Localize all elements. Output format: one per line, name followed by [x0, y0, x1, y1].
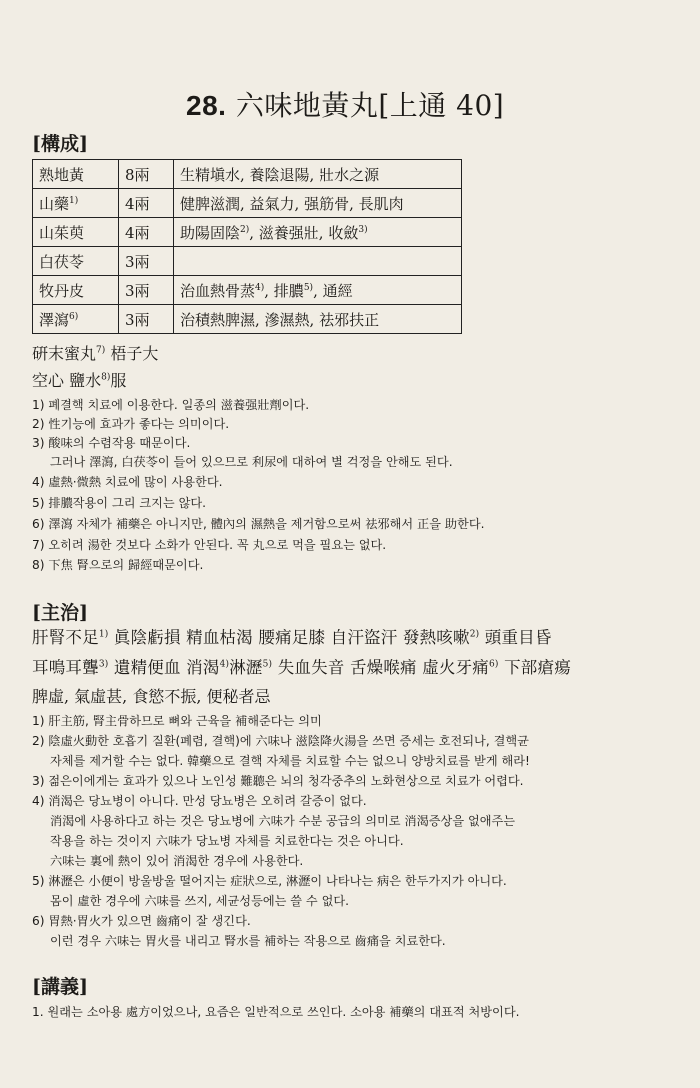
composition-note: 3) 酸味의 수렴작용 때문이다.	[32, 436, 191, 450]
composition-note: 6) 澤瀉 자체가 補藥은 아니지만, 體內의 濕熱을 제거함으로써 祛邪해서 正을 助한다.	[32, 517, 485, 531]
composition-note: 그러나 澤瀉, 白茯苓이 들어 있으므로 利尿에 대하여 별 걱정을 안해도 된다.	[50, 455, 453, 469]
herb-dose: 4兩	[119, 218, 174, 247]
herb-name: 山茱萸	[33, 218, 119, 247]
herb-effect: 健脾滋潤, 益氣力, 强筋骨, 長肌肉	[174, 189, 462, 218]
herb-effect	[174, 247, 462, 276]
indication-note: 六味는 裏에 熱이 있어 消渴한 경우에 사용한다.	[50, 854, 304, 868]
herb-dose: 8兩	[119, 160, 174, 189]
herb-effect: 治血熱骨蒸$^{4)}$, 排膿$^{5)}$, 通經	[174, 276, 462, 305]
indication-note: 4) 消渴은 당뇨병이 아니다. 만성 당뇨병은 오히려 갈증이 없다.	[32, 794, 367, 808]
herb-effect: 助陽固陰$^{2)}$, 滋養强壯, 收斂$^{3)}$	[174, 218, 462, 247]
composition-note: 7) 오히려 湯한 것보다 소화가 안된다. 꼭 丸으로 먹을 필요는 없다.	[32, 538, 387, 552]
composition-note: 2) 性기능에 효과가 좋다는 의미이다.	[32, 417, 230, 431]
indication-note: 몸이 虛한 경우에 六味를 쓰지, 세균성등에는 쓸 수 없다.	[50, 894, 349, 908]
preparation-line: 硏末蜜丸$^{7)}$ 梧子大	[32, 344, 159, 363]
section-heading-lecture: [講義]	[32, 976, 88, 998]
table-row	[33, 189, 462, 218]
indications-line: 耳鳴耳聾$^{3)}$ 遺精便血 消渴$^{4)}$淋瀝$^{5)}$ 失血失音 舌燥喉痛 虛火牙痛$^{6)}$ 下部瘡瘍	[32, 658, 571, 677]
indication-note: 2) 陰虛火動한 호흡기 질환(폐렴, 결핵)에 六味나 滋陰降火湯을 쓰면 증세는 호전되나, 결핵균	[32, 734, 529, 748]
indication-note: 5) 淋瀝은 小便이 방울방울 떨어지는 症狀으로, 淋瀝이 나타나는 病은 한두가지가 아니다.	[32, 874, 507, 888]
table-row	[33, 160, 462, 189]
table-row	[33, 305, 462, 334]
herb-effect: 生精塡水, 養陰退陽, 壯水之源	[174, 160, 462, 189]
indications-line: 肝腎不足$^{1)}$ 眞陰虧損 精血枯渴 腰痛足膝 自汗盜汗 發熱咳嗽$^{2)}$ 頭重目昏	[32, 628, 552, 647]
indication-note: 3) 젊은이에게는 효과가 있으나 노인성 難聽은 뇌의 청각중추의 노화현상으로 치료가 어렵다.	[32, 774, 524, 788]
title-number: 28.	[186, 90, 227, 121]
composition-note: 5) 排膿작용이 그리 크지는 않다.	[32, 496, 206, 510]
table-row	[33, 247, 462, 276]
indication-note: 자체를 제거할 수는 없다. 韓藥으로 결핵 자체를 치료할 수는 없으니 양방치료를 받게 해라!	[50, 754, 530, 768]
composition-note: 4) 虛熱·微熱 치료에 많이 사용한다.	[32, 475, 223, 489]
composition-table	[32, 159, 462, 334]
table-row	[33, 276, 462, 305]
herb-name: 熟地黃	[33, 160, 119, 189]
herb-name: 白茯苓	[33, 247, 119, 276]
herb-name: 山藥$^{1)}$	[33, 189, 119, 218]
page-title	[186, 84, 504, 124]
composition-note: 8) 下焦 腎으로의 歸經때문이다.	[32, 558, 204, 572]
indication-note: 작용을 하는 것이지 六味가 당뇨병 자체를 치료한다는 것은 아니다.	[50, 834, 404, 848]
indication-note: 1) 肝主筋, 腎主骨하므로 뼈와 근육을 補해준다는 의미	[32, 714, 322, 728]
indications-line: 脾虛, 氣虛甚, 食慾不振, 便秘者忌	[32, 687, 271, 706]
herb-dose: 3兩	[119, 305, 174, 334]
indication-note: 6) 胃熱·胃火가 있으면 齒痛이 잘 생긴다.	[32, 914, 251, 928]
section-heading-composition: [構成]	[32, 133, 88, 155]
herb-dose: 3兩	[119, 247, 174, 276]
indication-note: 消渴에 사용하다고 하는 것은 당뇨병에 六味가 수분 공급의 의미로 消渴증상을 없애주는	[50, 814, 516, 828]
herb-dose: 4兩	[119, 189, 174, 218]
indication-note: 이런 경우 六味는 胃火를 내리고 腎水를 補하는 작용으로 齒痛을 치료한다.	[50, 934, 446, 948]
herb-name: 牧丹皮	[33, 276, 119, 305]
table-row	[33, 218, 462, 247]
title-text: 六味地黃丸[上通 40]	[235, 89, 505, 122]
composition-note: 1) 폐결핵 치료에 이용한다. 일종의 滋養强壯劑이다.	[32, 398, 310, 412]
administration-line: 空心 鹽水$^{8)}$服	[32, 371, 127, 390]
section-heading-indications: [主治]	[32, 602, 88, 624]
herb-effect: 治積熱脾濕, 滲濕熱, 祛邪扶正	[174, 305, 462, 334]
herb-name: 澤瀉$^{6)}$	[33, 305, 119, 334]
herb-dose: 3兩	[119, 276, 174, 305]
lecture-note: 1. 원래는 소아용 處方이었으나, 요즘은 일반적으로 쓰인다. 소아용 補藥의 대표적 처방이다.	[32, 1005, 520, 1019]
